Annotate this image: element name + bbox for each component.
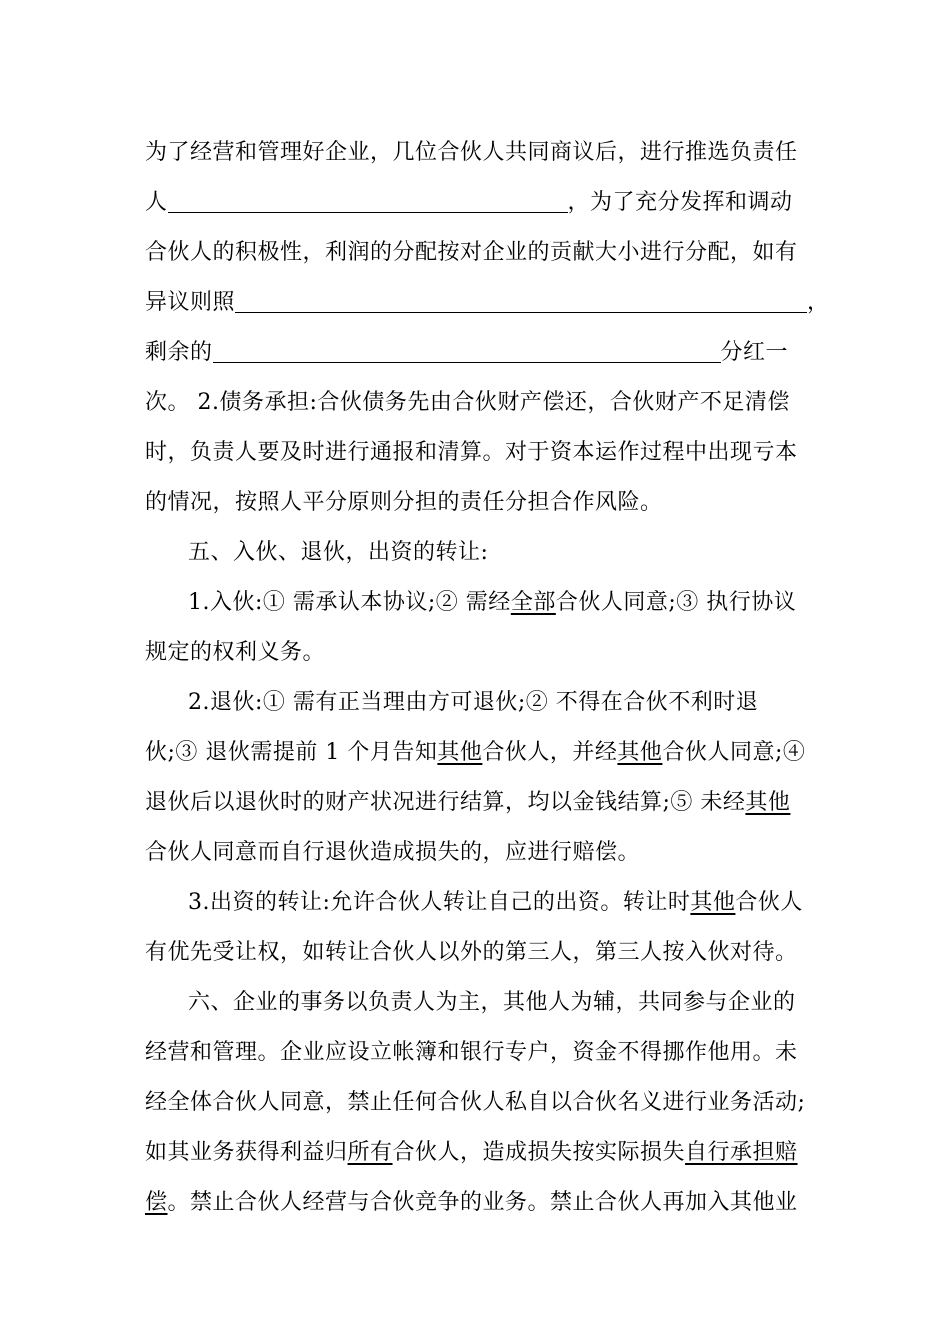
underlined-text: 其他 — [437, 740, 483, 765]
fill-in-blank — [235, 290, 807, 313]
text-segment: 3.出资的转让:允许合伙人转让自己的出资。转让时 — [188, 890, 691, 915]
fill-in-blank — [213, 340, 721, 363]
text-segment: 时，负责人要及时进行通报和清算。对于资本运作过程中出现亏本 — [145, 440, 798, 465]
text-segment: 六、企业的事务以负责人为主，其他人为辅，共同参与企业的 — [188, 990, 796, 1015]
text-line — [145, 138, 798, 168]
text-segment: 规定的权利义务。 — [145, 640, 326, 665]
text-line — [145, 238, 798, 268]
text-segment: 伙;③ 退伙需提前 1 个月告知 — [145, 740, 438, 765]
underlined-text: 自行承担赔 — [685, 1140, 798, 1165]
text-segment: 人 — [145, 190, 168, 215]
text-line — [145, 288, 830, 318]
fill-in-blank — [168, 190, 568, 213]
text-segment: 有优先受让权，如转让合伙人以外的第三人，第三人按入伙对待。 — [145, 940, 798, 965]
text-line — [145, 438, 798, 468]
text-line — [145, 1138, 798, 1168]
text-segment: 合伙人同意;④ — [662, 740, 806, 765]
underlined-text: 全部 — [510, 590, 556, 615]
text-line — [145, 638, 325, 668]
text-segment: 次。 2.债务承担:合伙债务先由合伙财产偿还，合伙财产不足清偿 — [145, 390, 790, 415]
text-segment: 剩余的 — [145, 340, 213, 365]
text-segment: ， — [807, 290, 830, 315]
section-heading — [188, 538, 488, 568]
text-segment: 经全体合伙人同意，禁止任何合伙人私自以合伙名义进行业务活动; — [145, 1090, 806, 1115]
text-line — [188, 588, 796, 618]
underlined-text: 其他 — [745, 790, 791, 815]
text-line — [145, 388, 790, 418]
text-segment: 合伙人的积极性，利润的分配按对企业的贡献大小进行分配，如有 — [145, 240, 798, 265]
section-heading — [188, 988, 796, 1018]
text-line — [188, 688, 758, 718]
text-line — [145, 1038, 798, 1068]
text-line — [188, 888, 803, 918]
text-line — [145, 788, 790, 818]
text-segment: 如其业务获得利益归 — [145, 1140, 348, 1165]
text-segment: 异议则照 — [145, 290, 236, 315]
text-segment: 合伙人 — [735, 890, 803, 915]
text-segment: 合伙人同意;③ 执行协议 — [555, 590, 797, 615]
text-segment: ，为了充分发挥和调动 — [567, 190, 793, 215]
text-segment: 的情况，按照人平分原则分担的责任分担合作风险。 — [145, 490, 663, 515]
text-segment: 分红一 — [720, 340, 789, 365]
text-line — [145, 488, 663, 518]
underlined-text: 其他 — [690, 890, 736, 915]
text-line — [145, 738, 805, 768]
text-line — [145, 1088, 805, 1118]
underlined-text: 偿 — [145, 1190, 168, 1215]
text-segment: 为了经营和管理好企业，几位合伙人共同商议后，进行推选负责任 — [145, 140, 798, 165]
text-segment: 经营和管理。企业应设立帐簿和银行专户，资金不得挪作他用。未 — [145, 1040, 798, 1065]
underlined-text: 所有 — [347, 1140, 393, 1165]
text-segment: 2.退伙:① 需有正当理由方可退伙;② 不得在合伙不利时退 — [188, 690, 759, 715]
text-segment: 合伙人，并经 — [482, 740, 618, 765]
text-segment: 合伙人，造成损失按实际损失 — [392, 1140, 686, 1165]
text-segment: 合伙人同意而自行退伙造成损失的，应进行赔偿。 — [145, 840, 641, 865]
text-line — [145, 938, 798, 968]
text-segment: 1.入伙:① 需承认本协议;② 需经 — [188, 590, 511, 615]
text-segment: 退伙后以退伙时的财产状况进行结算，均以金钱结算;⑤ 未经 — [145, 790, 746, 815]
text-line — [145, 188, 793, 218]
text-segment: 。禁止合伙人经营与合伙竞争的业务。禁止合伙人再加入其他业 — [167, 1190, 798, 1215]
text-line — [145, 1188, 798, 1218]
text-line — [145, 338, 788, 368]
underlined-text: 其他 — [617, 740, 663, 765]
text-segment: 五、入伙、退伙，出资的转让: — [188, 540, 489, 565]
text-line — [145, 838, 640, 868]
